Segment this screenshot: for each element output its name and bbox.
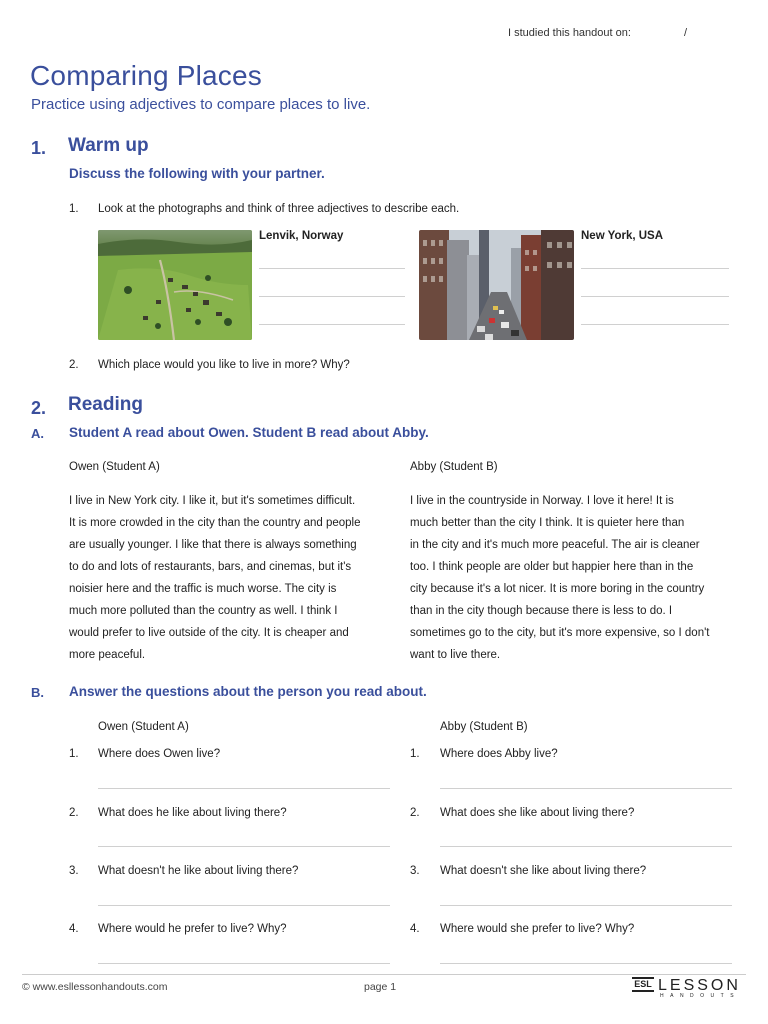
abby-answer-line[interactable] <box>440 963 732 964</box>
place2-label: New York, USA <box>581 230 664 242</box>
abby-answer-line[interactable] <box>440 788 732 789</box>
owen-passage-line: I live in New York city. I like it, but it's sometimes difficult. <box>69 495 356 507</box>
owen-answer-line[interactable] <box>98 846 390 847</box>
abby-question-number: 4. <box>410 923 420 935</box>
abby-questions-heading: Abby (Student B) <box>440 721 528 733</box>
logo-esl-text: ESL <box>632 977 654 992</box>
warmup-q2-number: 2. <box>69 359 79 371</box>
owen-answer-line[interactable] <box>98 963 390 964</box>
reading-b-instruction: Answer the questions about the person you read about. <box>69 684 427 699</box>
owen-questions-heading: Owen (Student A) <box>98 721 189 733</box>
logo-lesson-text: LESSON <box>658 977 741 994</box>
logo-handouts-text: HANDOUTS <box>660 993 741 999</box>
abby-question-text: Where would she prefer to live? Why? <box>440 923 635 935</box>
abby-question-number: 2. <box>410 807 420 819</box>
page-title: Comparing Places <box>30 60 262 91</box>
warmup-q2-text: Which place would you like to live in more? Why? <box>98 359 350 371</box>
place1-label: Lenvik, Norway <box>259 230 344 242</box>
footer-page-number: page 1 <box>364 981 397 993</box>
warmup-q1-text: Look at the photographs and think of three adjectives to describe each. <box>98 203 460 215</box>
abby-passage <box>410 490 750 666</box>
owen-question-number: 4. <box>69 923 79 935</box>
abby-answer-line[interactable] <box>440 905 732 906</box>
reading-a-letter: A. <box>31 426 44 441</box>
studied-date-label <box>508 27 688 39</box>
place2-answer-line-2[interactable] <box>581 296 729 297</box>
owen-passage <box>69 490 399 666</box>
owen-question-number: 3. <box>69 865 79 877</box>
abby-answer-line[interactable] <box>440 846 732 847</box>
abby-question-number: 3. <box>410 865 420 877</box>
owen-question-text: Where does Owen live? <box>98 748 221 760</box>
new-york-usa-photo <box>419 230 574 340</box>
abby-passage-line: city because it's a lot nicer. It is more boring in the country <box>410 583 705 595</box>
place2-answer-line-1[interactable] <box>581 268 729 269</box>
abby-passage-line: sometimes go to the city, but it's more expensive, so I don't <box>410 627 710 639</box>
place1-answer-line-3[interactable] <box>259 324 405 325</box>
owen-answer-line[interactable] <box>98 788 390 789</box>
place2-answer-line-3[interactable] <box>581 324 729 325</box>
studied-label-text: I studied this handout on: <box>508 27 631 39</box>
lenvik-norway-photo <box>98 230 252 340</box>
owen-question-text: What doesn't he like about living there? <box>98 865 299 877</box>
abby-passage-line: than in the city though because there is less to do. I <box>410 605 673 617</box>
owen-passage-heading: Owen (Student A) <box>69 461 160 473</box>
abby-passage-line: want to live there. <box>410 649 501 661</box>
abby-passage-line: too. I think people are older but happier here than in the <box>410 561 694 573</box>
date-slash: / <box>684 27 688 39</box>
owen-passage-line: to do and lots of restaurants, bars, and cinemas, but it's <box>69 561 352 573</box>
reading-b-letter: B. <box>31 685 44 700</box>
warmup-instruction: Discuss the following with your partner. <box>69 166 325 181</box>
owen-passage-line: more peaceful. <box>69 649 146 661</box>
abby-passage-line: in the city and it's much more peaceful. The air is cleaner <box>410 539 700 551</box>
owen-passage-line: much more polluted than the country as well. I think I <box>69 605 338 617</box>
place1-answer-line-2[interactable] <box>259 296 405 297</box>
owen-question-number: 1. <box>69 748 79 760</box>
footer-divider <box>22 974 746 975</box>
reading-number: 2. <box>31 398 47 418</box>
reading-title: Reading <box>68 394 143 415</box>
owen-answer-line[interactable] <box>98 905 390 906</box>
abby-passage-line: I live in the countryside in Norway. I love it here! It is <box>410 495 674 507</box>
place1-answer-line-1[interactable] <box>259 268 405 269</box>
abby-question-number: 1. <box>410 748 420 760</box>
abby-question-text: What does she like about living there? <box>440 807 635 819</box>
esl-lesson-handouts-logo <box>632 977 741 999</box>
abby-passage-line: much better than the city I think. It is quieter here than <box>410 517 685 529</box>
owen-passage-line: noisier here and the traffic is much worse. The city is <box>69 583 337 595</box>
abby-question-text: Where does Abby live? <box>440 748 558 760</box>
abby-passage-heading: Abby (Student B) <box>410 461 498 473</box>
footer-website[interactable]: © www.esllessonhandouts.com <box>22 981 168 993</box>
warmup-number: 1. <box>31 138 47 158</box>
warmup-title: Warm up <box>68 135 149 156</box>
abby-question-text: What doesn't she like about living there? <box>440 865 647 877</box>
owen-passage-line: would prefer to live outside of the city. It is cheaper and <box>69 627 349 639</box>
owen-passage-line: are usually younger. I like that there is always something <box>69 539 357 551</box>
owen-question-number: 2. <box>69 807 79 819</box>
page-subtitle: Practice using adjectives to compare places to live. <box>31 96 371 113</box>
owen-question-text: Where would he prefer to live? Why? <box>98 923 287 935</box>
owen-passage-line: It is more crowded in the city than the country and people <box>69 517 361 529</box>
warmup-q1-number: 1. <box>69 203 79 215</box>
owen-question-text: What does he like about living there? <box>98 807 287 819</box>
reading-a-instruction: Student A read about Owen. Student B read about Abby. <box>69 425 429 440</box>
